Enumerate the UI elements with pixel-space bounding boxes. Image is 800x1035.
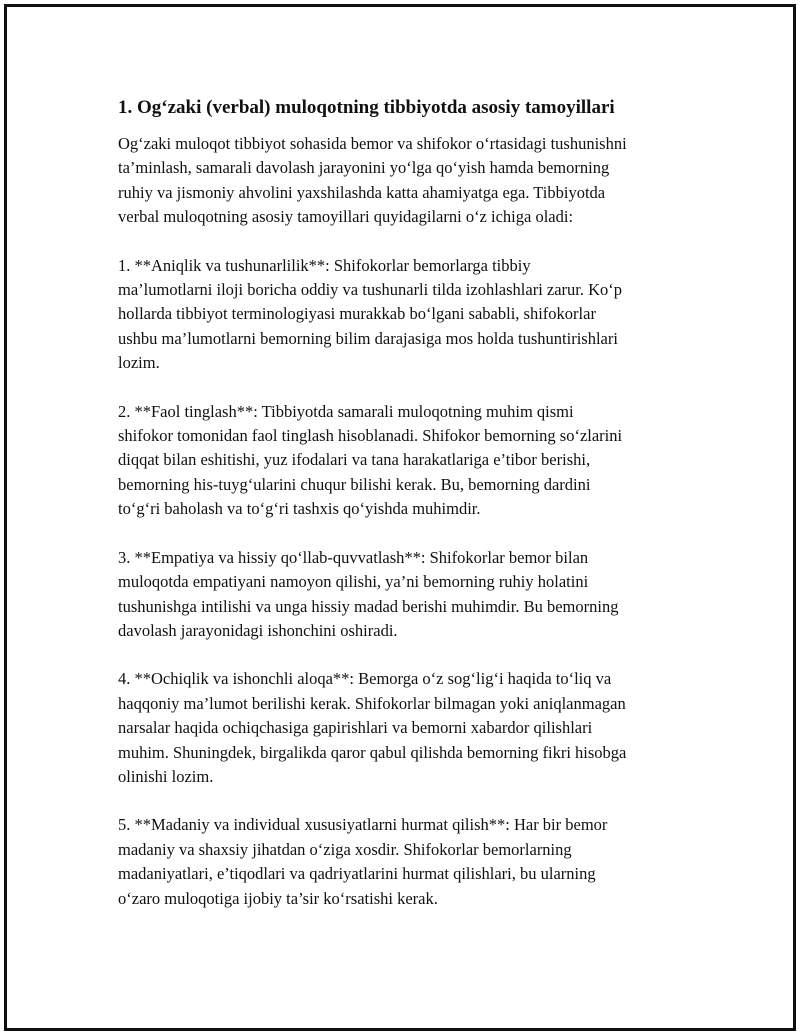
text-line: madaniyatlari, e’tiqodlari va qadriyatlarini hurmat qilishlari, bu ularning: [118, 864, 596, 884]
principle-4-paragraph: [118, 667, 698, 789]
text-line: shifokor tomonidan faol tinglash hisoblanadi. Shifokor bemorning so‘zlarini: [118, 426, 623, 446]
text-line: davolash jarayonidagi ishonchini oshiradi.: [118, 620, 398, 640]
text-line: 2. **Faol tinglash**: Tibbiyotda samarali muloqotning muhim qismi: [118, 401, 574, 421]
principle-3-paragraph: [118, 546, 698, 644]
text-line: madaniy va shaxsiy jihatdan o‘ziga xosdir. Shifokorlar bemorlarning: [118, 839, 572, 859]
principle-2-paragraph: [118, 400, 698, 522]
principle-1-paragraph: [118, 254, 698, 376]
text-line: diqqat bilan eshitishi, yuz ifodalari va tana harakatlariga e’tibor berishi,: [118, 450, 591, 470]
text-line: ruhiy va jismoniy ahvolini yaxshilashda katta ahamiyatga ega. Tibbiyotda: [118, 182, 606, 202]
text-line: hollarda tibbiyot terminologiyasi murakkab bo‘lgani sababli, shifokorlar: [118, 304, 596, 324]
text-line: lozim.: [118, 353, 160, 373]
text-line: to‘g‘ri baholash va to‘g‘ri tashxis qo‘yishda muhimdir.: [118, 499, 481, 519]
text-line: o‘zaro muloqotiga ijobiy ta’sir ko‘rsatishi kerak.: [118, 888, 438, 908]
intro-paragraph: [118, 132, 698, 230]
text-line: verbal muloqotning asosiy tamoyillari quyidagilarni o‘z ichiga oladi:: [118, 207, 574, 227]
text-line: 3. **Empatiya va hissiy qo‘llab-quvvatlash**: Shifokorlar bemor bilan: [118, 547, 589, 567]
text-line: olinishi lozim.: [118, 766, 214, 786]
text-line: haqqoniy ma’lumot berilishi kerak. Shifokorlar bilmagan yoki aniqlanmagan: [118, 693, 626, 713]
text-line: 5. **Madaniy va individual xususiyatlarni hurmat qilish**: Har bir bemor: [118, 815, 608, 835]
text-line: 1. **Aniqlik va tushunarlilik**: Shifokorlar bemorlarga tibbiy: [118, 255, 531, 275]
text-line: muhim. Shuningdek, birgalikda qaror qabul qilishda bemorning fikri hisobga: [118, 742, 627, 762]
text-line: bemorning his-tuyg‘ularini chuqur bilishi kerak. Bu, bemorning dardini: [118, 474, 591, 494]
document-body: [118, 96, 698, 935]
text-line: ushbu ma’lumotlarni bemorning bilim darajasiga mos holda tushuntirishlari: [118, 328, 618, 348]
text-line: ta’minlash, samarali davolash jarayonini yo‘lga qo‘yish hamda bemorning: [118, 158, 610, 178]
section-heading: 1. Og‘zaki (verbal) muloqotning tibbiyotda asosiy tamoyillari: [118, 97, 615, 118]
text-line: Og‘zaki muloqot tibbiyot sohasida bemor va shifokor o‘rtasidagi tushunishni: [118, 134, 627, 153]
text-line: muloqotda empatiyani namoyon qilishi, ya’ni bemorning ruhiy holatini: [118, 572, 589, 592]
text-line: tushunishga intilishi va unga hissiy madad berishi muhimdir. Bu bemorning: [118, 596, 619, 616]
text-line: 4. **Ochiqlik va ishonchli aloqa**: Bemorga o‘z sog‘lig‘i haqida to‘liq va: [118, 669, 612, 689]
text-line: narsalar haqida ochiqchasiga gapirishlari va bemorni xabardor qilishlari: [118, 718, 593, 738]
text-line: ma’lumotlarni iloji boricha oddiy va tushunarli tilda izohlashlari zarur. Ko‘p: [118, 280, 623, 300]
principle-5-paragraph: [118, 813, 698, 911]
